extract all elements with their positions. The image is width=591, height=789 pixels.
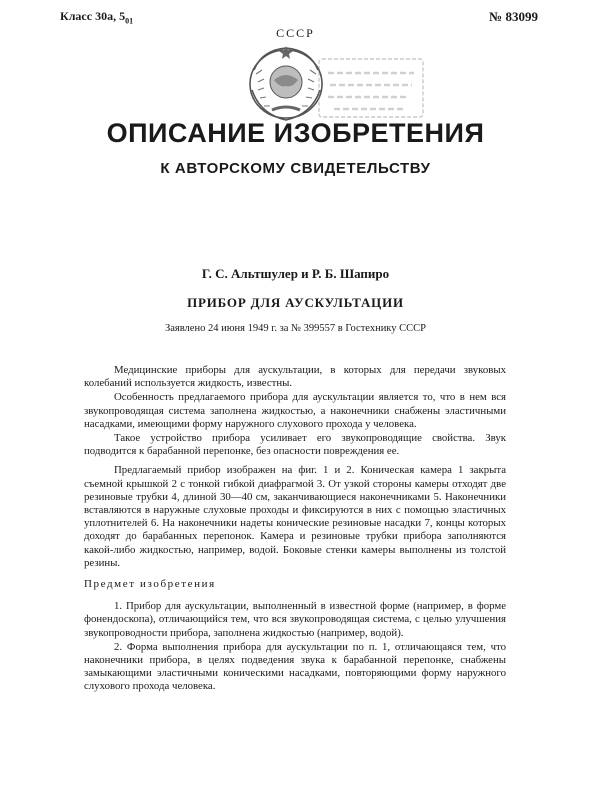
patent-number: № 83099: [489, 9, 538, 24]
paragraph-effect: Такое устройство прибора усиливает его звукопроводящие свойства. Звук подводится к барабанной перепонке, без опасности повреждения ее.: [84, 432, 506, 458]
paragraph-intro: Медицинские приборы для аускультации, в которых для передачи звуковых колебаний используется жидкость, известны.: [84, 364, 506, 390]
class-code: 5: [119, 9, 126, 23]
claim-2: 2. Форма выполнения прибора для аускультации по п. 1, отличающаяся тем, что наконечники прибора, в целях подведения звука к барабанной перепонке, снабжены замыкающими эластичными коническими насадками, повторяющими форму наружного слухового прохода человека.: [84, 640, 506, 693]
application-info: Заявлено 24 июня 1949 г. за № 399557 в Гостехнику СССР: [164, 323, 426, 334]
body-text: [84, 364, 506, 695]
invention-title: ПРИБОР ДЛЯ АУСКУЛЬТАЦИИ: [187, 295, 404, 310]
class-prefix: Класс 30а,: [60, 9, 117, 23]
claim-1: 1. Прибор для аускультации, выполненный в известной форме (например, в форме фонендоскопа), отличающийся тем, что вся звукопроводящая система, с целью улучшения звукопроводности прибора, заполнена жидкостью (например, водой).: [84, 600, 506, 639]
document-subtitle: К АВТОРСКОМУ СВИДЕТЕЛЬСТВУ: [160, 160, 431, 177]
paragraph-feature: Особенность предлагаемого прибора для аускультации является то, что в нем вся звукопроводящая система заполнена жидкостью, а наконечники снабжены эластичными насадками, имеющими форму наружного слухового прохода у человека.: [84, 391, 506, 430]
authors: Г. С. Альтшулер и Р. Б. Шапиро: [201, 266, 390, 281]
class-sub: 01: [125, 16, 134, 26]
patent-class: [60, 9, 133, 25]
claims-heading: Предмет изобретения: [84, 578, 216, 591]
document-title: ОПИСАНИЕ ИЗОБРЕТЕНИЯ: [106, 118, 485, 148]
library-stamp-icon: [316, 55, 426, 121]
paragraph-description: Предлагаемый прибор изображен на фиг. 1 и 2. Коническая камера 1 закрыта съемной крышкой 2 с тонкой гибкой диафрагмой 3. От узкой стороны камеры отходят две резиновые трубки 4, длиной 30—40 см, заканчивающиеся наконечниками 5. Наконечники вставляются в наружные слуховые проходы и фиксируются в них с помощью эластичных уплотнителей 6. На наконечники надеты конические резиновые насадки 7, концы которых доходят до барабанных перепонок. Камера и резиновые трубки прибора заполняются какой-либо жидкостью, например, водой. Боковые стенки камеры выполнены из толстой резины.: [84, 464, 506, 569]
country-label: СССР: [276, 26, 315, 40]
